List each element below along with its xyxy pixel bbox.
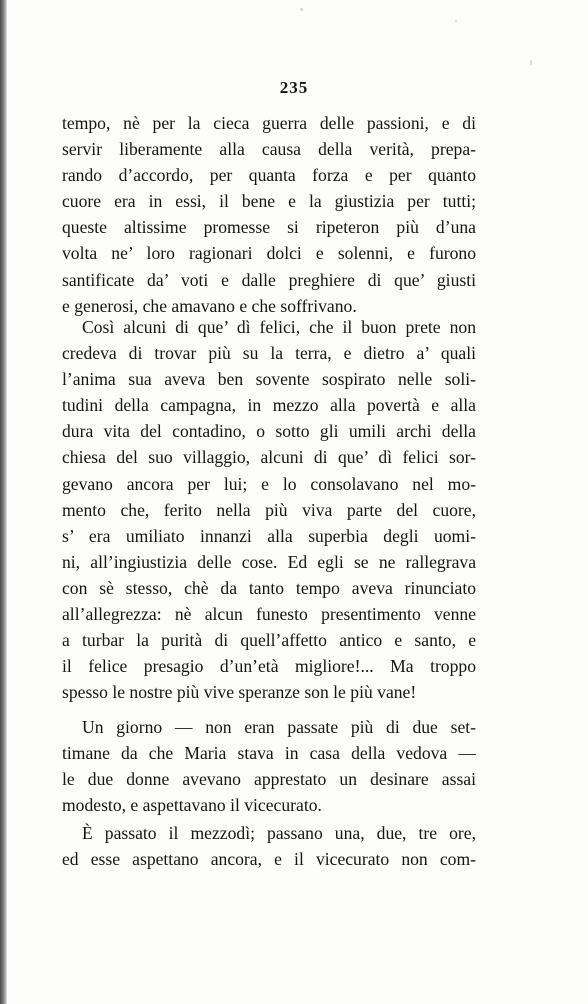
paragraph-4 <box>62 820 476 872</box>
text-line: spesso le nostre più vive speranze son le più vane! <box>62 682 417 703</box>
text-line: cuore era in essi, il bene e la giustizia per tutti; <box>62 191 476 212</box>
paragraph-3 <box>62 714 476 818</box>
text-line: servir liberamente alla causa della verità, prepa- <box>62 139 476 160</box>
text-line: con sè stesso, chè da tanto tempo aveva rinunciato <box>62 577 476 598</box>
text-line: a turbar la purità di quell’affetto antico e santo, e <box>62 630 476 651</box>
text-line: gevano ancora per lui; e lo consolavano nel mo- <box>62 473 476 494</box>
paragraph-2 <box>62 314 476 705</box>
text-line: rando d’accordo, per quanta forza e per quanto <box>62 165 476 186</box>
text-line: volta ne’ loro ragionari dolci e solenni, e furono <box>62 243 476 264</box>
text-line: e generosi, che amavano e che soffrivano. <box>62 295 357 316</box>
text-line: ni, all’ingiustizia delle cose. Ed egli se ne rallegrava <box>62 551 476 572</box>
text-line: chiesa del suo villaggio, alcuni di que’ dì felici sor- <box>62 447 476 468</box>
paper-speck <box>455 20 457 22</box>
text-line: santificate da’ voti e dalle preghiere di que’ giusti <box>62 269 476 290</box>
text-line: l’anima sua aveva ben sovente sospirato nelle soli- <box>62 369 476 390</box>
binding-gutter <box>0 0 7 1004</box>
text-line: tudini della campagna, in mezzo alla povertà e alla <box>62 395 476 416</box>
paper-speck <box>530 60 532 65</box>
text-line: Un giorno — non eran passate più di due set- <box>82 717 476 737</box>
text-line: il felice presagio d’un’età migliore!... Ma troppo <box>62 656 476 677</box>
paragraph-1 <box>62 110 476 319</box>
text-line: È passato il mezzodì; passano una, due, tre ore, <box>82 823 476 843</box>
text-line: tempo, nè per la cieca guerra delle passioni, e di <box>62 113 476 133</box>
text-line: credeva di trovar più su la terra, e dietro a’ quali <box>62 343 476 364</box>
text-line: all’allegrezza: nè alcun funesto presentimento venne <box>62 604 476 625</box>
text-line: timane da che Maria stava in casa della vedova — <box>62 743 476 764</box>
paper-speck <box>300 8 303 11</box>
text-line: Così alcuni di que’ dì felici, che il buon prete non <box>82 317 476 337</box>
page-number: 235 <box>279 78 309 97</box>
text-line: s’ era umiliato innanzi alla superbia degli uomi- <box>62 525 476 546</box>
text-line: dura vita del contadino, o sotto gli umili archi della <box>62 421 476 442</box>
text-line: mento che, ferito nella più viva parte del cuore, <box>62 499 476 520</box>
text-line: queste altissime promesse si ripeteron più d’una <box>62 217 476 238</box>
text-line: modesto, e aspettavano il vicecurato. <box>62 795 322 816</box>
text-line: ed esse aspettano ancora, e il vicecurato non com- <box>62 849 476 870</box>
text-line: le due donne avevano apprestato un desinare assai <box>62 769 476 790</box>
